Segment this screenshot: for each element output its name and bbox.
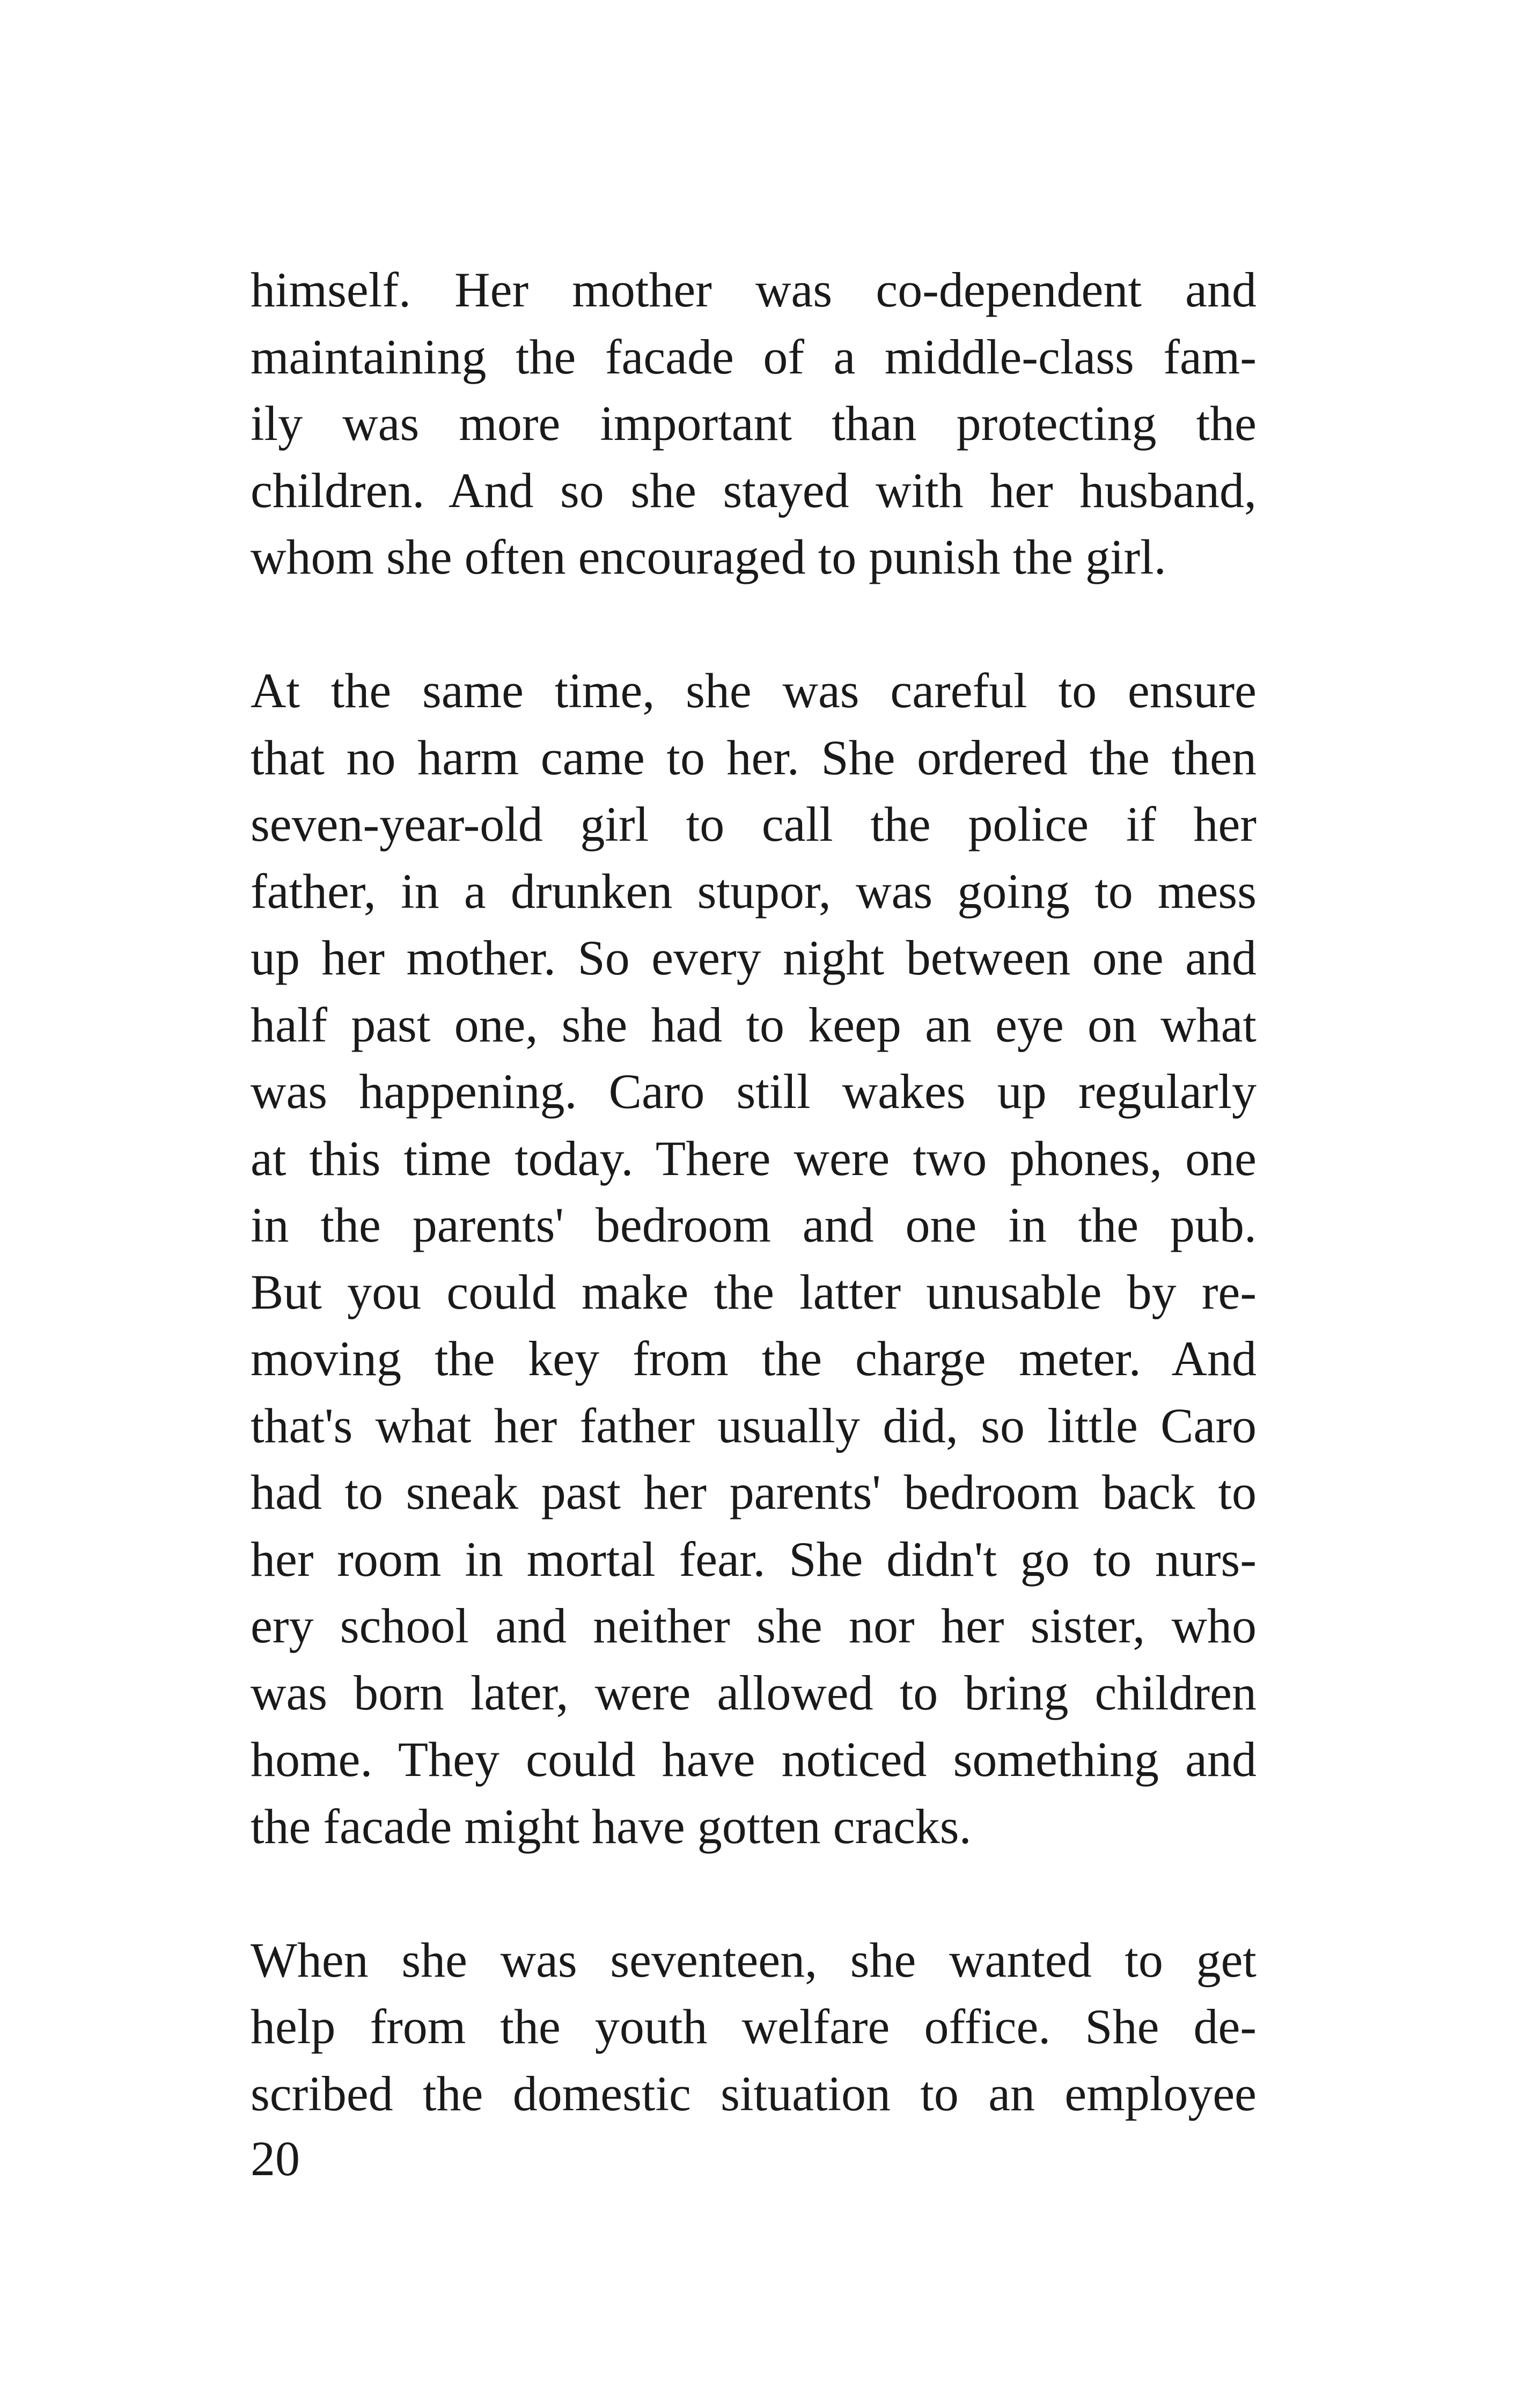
text-line: ily was more important than protecting the	[251, 396, 1257, 451]
text-line: whom she often encouraged to punish the girl.	[251, 530, 1166, 584]
text-line: that's what her father usually did, so little Caro	[251, 1398, 1257, 1453]
text-line: that no harm came to her. She ordered the then	[251, 730, 1257, 785]
text-line: When she was seventeen, she wanted to get	[251, 1932, 1257, 1987]
text-line: half past one, she had to keep an eye on what	[251, 997, 1257, 1052]
page-number: 20	[251, 2131, 300, 2186]
text-line: scribed the domestic situation to an employee	[251, 2066, 1257, 2121]
text-line: home. They could have noticed something and	[251, 1732, 1257, 1787]
text-line: At the same time, she was careful to ensure	[251, 663, 1257, 718]
text-line: maintaining the facade of a middle-class fam-	[251, 329, 1257, 384]
text-line: was happening. Caro still wakes up regularly	[251, 1064, 1257, 1119]
text-line: moving the key from the charge meter. And	[251, 1331, 1257, 1386]
paragraph-spacer	[251, 591, 1257, 658]
text-line: had to sneak past her parents' bedroom back to	[251, 1465, 1257, 1519]
paragraph-3	[251, 1927, 1257, 2127]
text-line: himself. Her mother was co-dependent and	[251, 262, 1257, 317]
text-line: ery school and neither she nor her sister, who	[251, 1598, 1257, 1653]
text-line: at this time today. There were two phones, one	[251, 1130, 1257, 1186]
text-line: the facade might have gotten cracks.	[251, 1798, 972, 1854]
paragraph-spacer	[251, 1860, 1257, 1927]
text-line: help from the youth welfare office. She de-	[251, 1999, 1257, 2054]
text-line: But you could make the latter unusable by re-	[251, 1264, 1257, 1319]
text-line: in the parents' bedroom and one in the pub.	[251, 1198, 1257, 1252]
text-line: was born later, were allowed to bring children	[251, 1665, 1257, 1720]
text-line: up her mother. So every night between one and	[251, 930, 1257, 985]
text-line: father, in a drunken stupor, was going to mess	[251, 863, 1257, 919]
paragraph-2	[251, 657, 1257, 1860]
text-line: children. And so she stayed with her husband,	[251, 462, 1257, 518]
text-line: her room in mortal fear. She didn't go to nurs-	[251, 1531, 1257, 1587]
paragraph-1	[251, 256, 1257, 591]
body-text	[251, 256, 1257, 2127]
text-line: seven-year-old girl to call the police if her	[251, 797, 1257, 851]
